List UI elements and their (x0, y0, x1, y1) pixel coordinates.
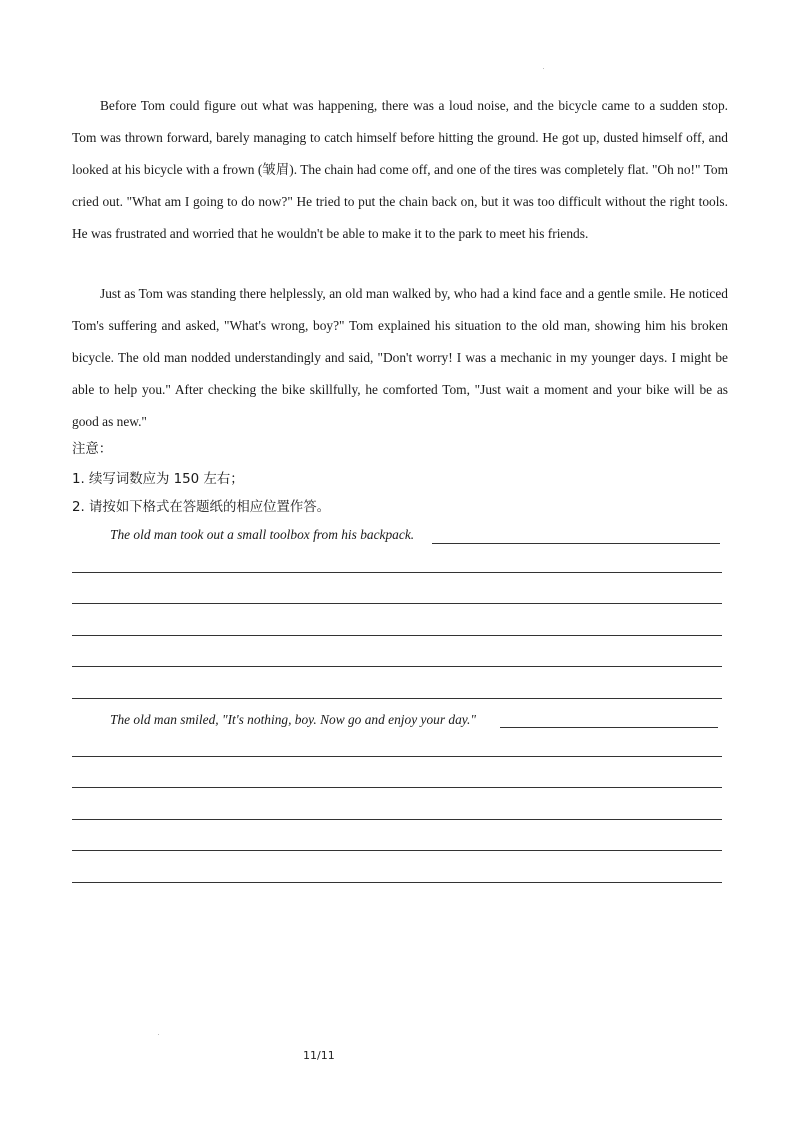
paragraph-2-text: Just as Tom was standing there helplessly, an old man walked by, who had a kind face and a gentle smile. He noticed Tom's suffering and asked, "What's wrong, boy?" Tom explained his situation to the old man, showing him his broken bicycle. The old man nodded understandingly and said, "Don't worry! I was a mechanic in my younger days. I might be able to help you." After checking the bike skillfully, he comforted Tom, "Just wait a moment and your bike will be as good as new." (72, 286, 728, 429)
answer-line[interactable] (72, 882, 722, 883)
answer-line[interactable] (72, 635, 722, 636)
answer-line[interactable] (72, 756, 722, 757)
answer-line[interactable] (72, 666, 722, 667)
answer-line[interactable] (72, 572, 722, 573)
answer-line[interactable] (500, 727, 718, 728)
answer-line[interactable] (72, 850, 722, 851)
paragraph-1-text: Before Tom could figure out what was happening, there was a loud noise, and the bicycle came to a sudden stop. Tom was thrown forward, barely managing to catch himself before hitting the ground. He got up, dusted himself off, and looked at his bicycle with a frown (皱眉). The chain had come off, and one of the tires was completely flat. "Oh no!" Tom cried out. "What am I going to do now?" He tried to put the chain back on, but it was too difficult without the right tools. He was frustrated and worried that he wouldn't be able to make it to the park to meet his friends. (72, 98, 728, 241)
scan-speck (543, 68, 544, 69)
answer-line[interactable] (432, 543, 720, 544)
notes-heading: 注意： (72, 442, 113, 457)
note-item-1: 1. 续写词数应为 150 左右； (72, 472, 244, 487)
page-number: 11/11 (303, 1049, 335, 1062)
answer-line[interactable] (72, 819, 722, 820)
answer-line[interactable] (72, 787, 722, 788)
writing-prompt-1: The old man took out a small toolbox from his backpack. (110, 527, 415, 542)
passage-paragraph-2 (72, 278, 728, 438)
scan-speck (158, 1034, 159, 1035)
note-item-2: 2. 请按如下格式在答题纸的相应位置作答。 (72, 500, 331, 515)
answer-line[interactable] (72, 603, 722, 604)
passage-paragraph-1 (72, 90, 728, 250)
writing-prompt-2: The old man smiled, "It's nothing, boy. Now go and enjoy your day." (110, 712, 476, 727)
answer-line[interactable] (72, 698, 722, 699)
